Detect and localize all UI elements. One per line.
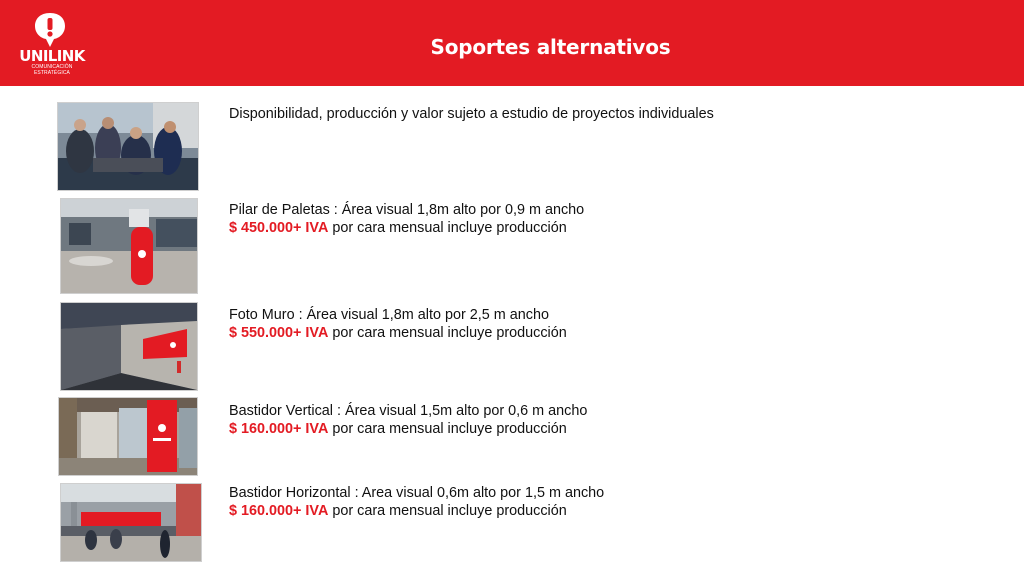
vertical-frame-price: $ 160.000+ IVA — [229, 421, 329, 437]
wall-price: $ 550.000+ IVA — [229, 325, 329, 341]
page-title: Soportes alternativos — [430, 35, 671, 59]
pillar-price: $ 450.000+ IVA — [229, 220, 329, 236]
pillar-description — [229, 201, 584, 237]
header-bar — [0, 0, 1024, 86]
wall-price-note: por cara mensual incluye producción — [328, 325, 567, 341]
horizontal-frame-price: $ 160.000+ IVA — [229, 503, 329, 519]
horizontal-frame-description — [229, 484, 604, 520]
wall-description — [229, 306, 567, 342]
intro-text: Disponibilidad, producción y valor sujeto a estudio de proyectos individuales — [229, 106, 714, 122]
wall-photo — [60, 302, 198, 391]
pillar-price-note: por cara mensual incluye producción — [328, 220, 567, 236]
vertical-frame-photo — [58, 397, 198, 476]
horizontal-frame-price-line — [229, 502, 604, 520]
pillar-dimensions: Pilar de Paletas : Área visual 1,8m alto por 0,9 m ancho — [229, 202, 585, 218]
pillar-price-line — [229, 219, 584, 237]
vertical-frame-price-note: por cara mensual incluye producción — [328, 421, 567, 437]
horizontal-frame-dimensions: Bastidor Horizontal : Area visual 0,6m alto por 1,5 m ancho — [229, 485, 605, 501]
vertical-frame-price-line — [229, 420, 587, 438]
vertical-frame-description — [229, 402, 587, 438]
wall-price-line — [229, 324, 567, 342]
wall-dimensions: Foto Muro : Área visual 1,8m alto por 2,5 m ancho — [229, 307, 549, 323]
logo-tagline: COMUNICACIÓN ESTRATÉGICA — [31, 64, 73, 76]
vertical-frame-dimensions: Bastidor Vertical : Área visual 1,5m alto por 0,6 m ancho — [229, 403, 588, 419]
pillar-photo — [60, 198, 198, 294]
logo-wordmark: UNILINK — [19, 47, 85, 65]
horizontal-frame-photo — [60, 483, 202, 562]
horizontal-frame-price-note: por cara mensual incluye producción — [328, 503, 567, 519]
people-photo — [57, 102, 199, 191]
